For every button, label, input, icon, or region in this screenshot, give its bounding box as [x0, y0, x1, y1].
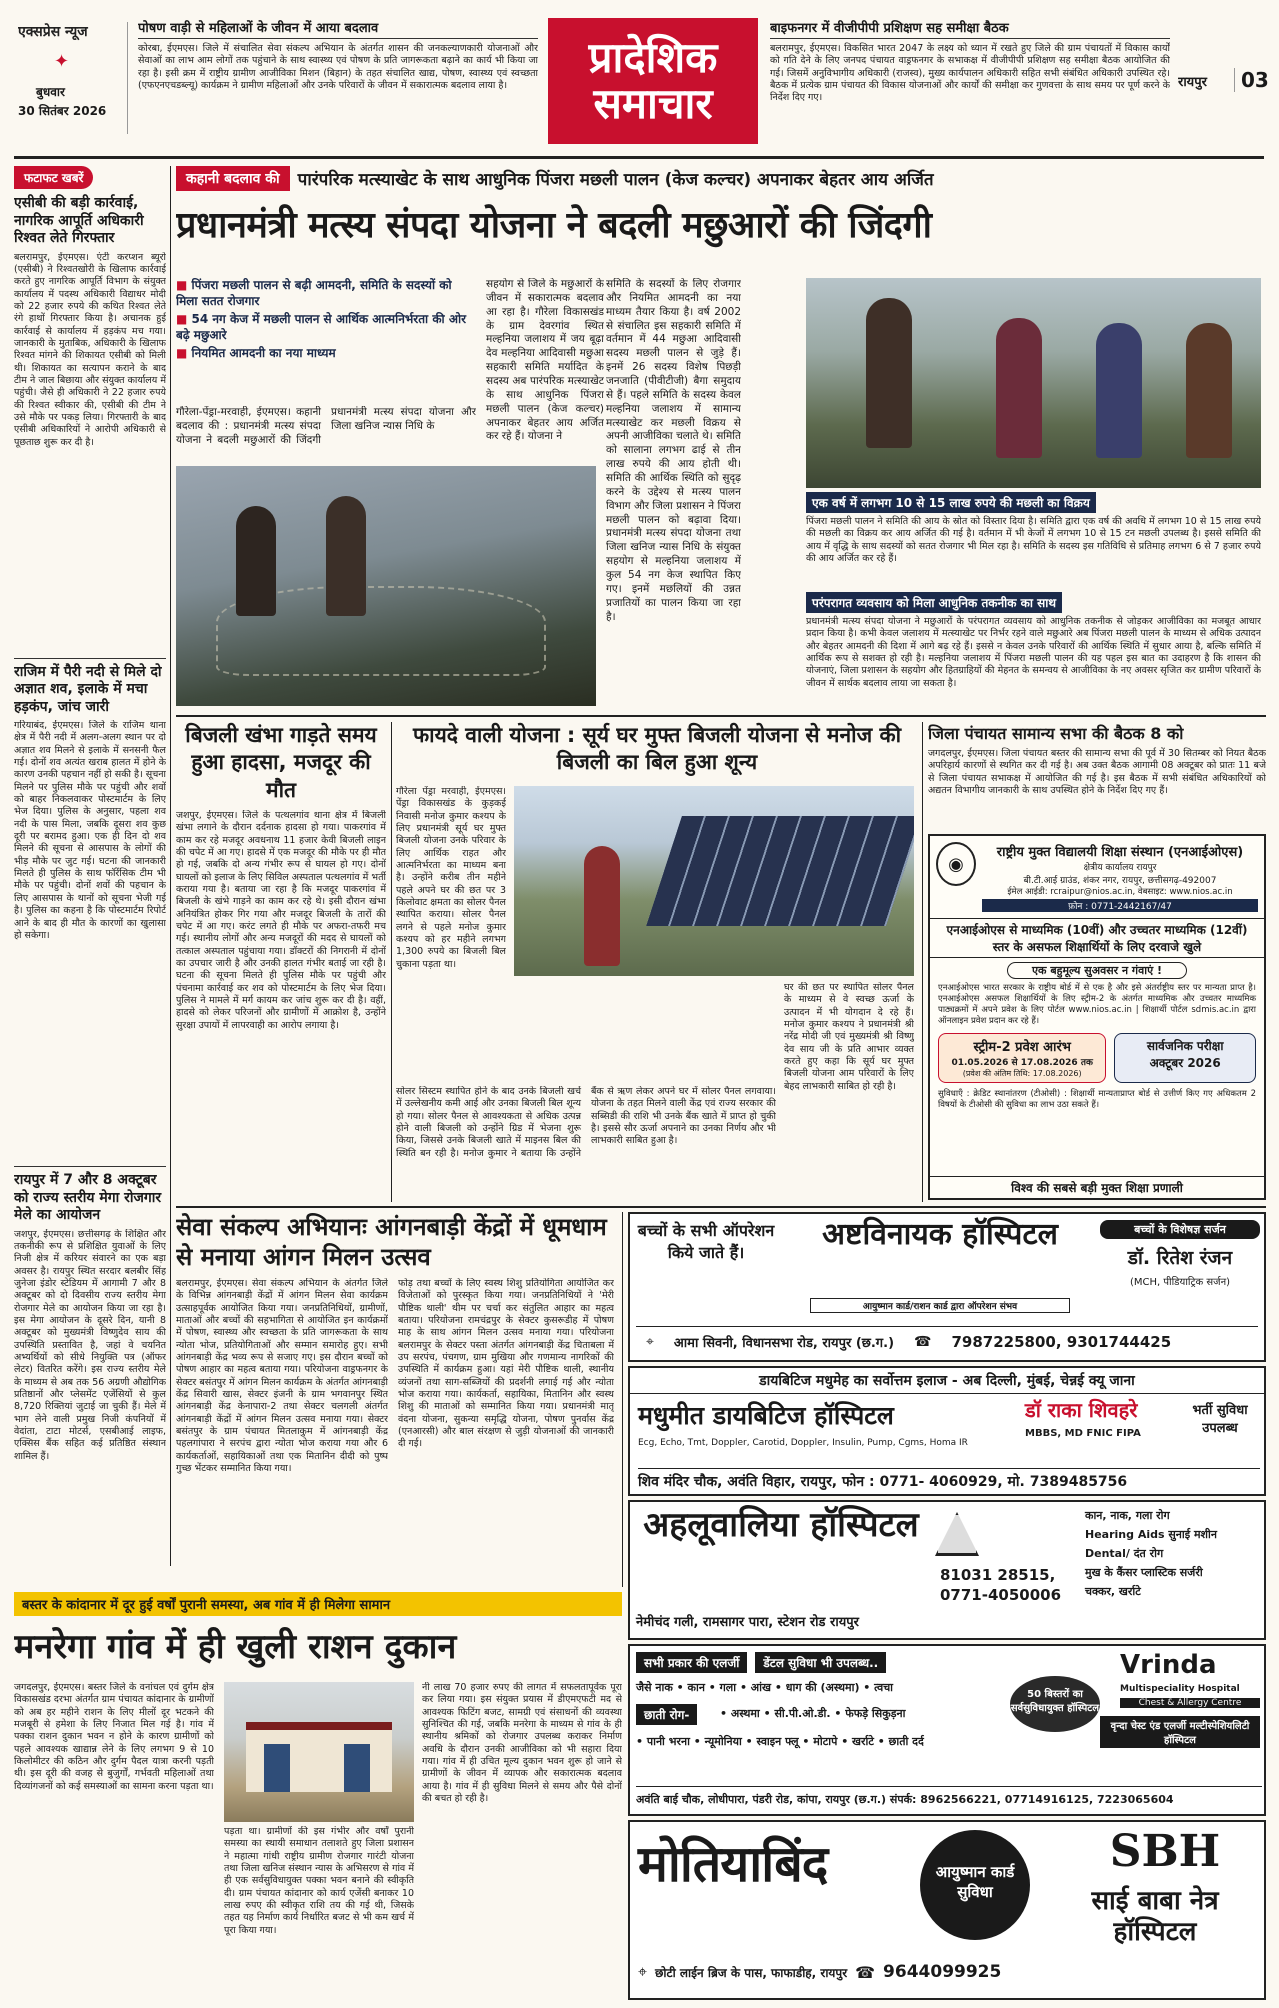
ad-moti-address: छोटी लाईन ब्रिज के पास, फाफाडीह, रायपुर — [655, 1965, 848, 1980]
ad-madhu-address: शिव मंदिर चौक, अवंति विहार, रायपुर, फोन : 0771- 4060929, मो. 7389485756 — [638, 1468, 1260, 1491]
paper-name: एक्सप्रेस न्यूज — [18, 24, 88, 40]
ad-moti-logo: SBH — [1109, 1826, 1221, 1877]
ad-vrinda-line2: • अस्थमा • सी.पी.ओ.डी. • फेफड़े सिकुड़ना — [720, 1707, 906, 1720]
ad-ashtavinayak — [628, 1212, 1266, 1362]
day-label: बुधवार — [36, 85, 65, 99]
left-headline-3: रायपुर में 7 और 8 अक्टूबर को राज्य स्तरीय मेगा रोजगार मेले का आयोजन — [14, 1172, 162, 1223]
sub-heading-2: परंपरागत व्यवसाय को मिला आधुनिक तकनीक का साथ — [806, 592, 1062, 613]
ad-moti-title: मोतियाबिंद — [638, 1835, 828, 1893]
sub-section-2 — [806, 592, 1261, 710]
pole-headline: बिजली खंभा गाड़ते समय हुआ हादसा, मजदूर की मौत — [185, 723, 377, 802]
ad-ahlu-service: मुख के कैंसर प्लास्टिक सर्जरी — [1085, 1566, 1203, 1579]
pole-divider — [391, 722, 392, 1202]
ration-shop-photo — [224, 1682, 414, 1822]
ad-vrinda — [628, 1644, 1266, 1816]
nios-info: एनआईओएस भारत सरकार के राष्ट्रीय बोर्ड में से एक है और इसे अंतर्राष्ट्रीय स्तर पर मान्यता प्राप्त है। एनआईओएस असफल शिक्षार्थियों के लिए स्ट्रीम-2 के अंतर्गत माध्यमिक और उच्चतर माध्यमिक पाठ्यक्रमों में अपने प्रवेश के लिए पोर्टल www.nios.ac.in | शिक्षार्थी पोर्टल sdmis.ac.in द्वारा ऑनलाइन प्रवेश प्रदान कर रहे हैं। — [938, 983, 1256, 1027]
ad-vrinda-tag2: डेंटल सुविधा भी उपलब्ध.. — [755, 1652, 886, 1673]
section-title: प्रादेशिक समाचार — [588, 32, 718, 128]
ad-ahlu-name: अहलूवालिया हॉस्पिटल — [643, 1505, 919, 1545]
solar-headline: फायदे वाली योजना : सूर्य घर मुफ्त बिजली योजना से मनोज की बिजली का बिल हुआ शून्य — [412, 723, 902, 775]
nios-note: सुविधाएँ : क्रेडिट स्थानांतरण (टीओसी) : शिक्षार्थी मान्यताप्राप्त बोर्ड से उत्तीर्ण किए गए अधिकतम 2 विषयों के टीओसी की सुविधा का लाभ उठा सकते हैं। — [938, 1089, 1256, 1111]
ad-motiyabind — [628, 1820, 1266, 2000]
pole-story — [176, 722, 386, 1202]
left-body-3: जशपुर, ईएमएस। छत्तीसगढ़ के शिक्षित और तकनीकी रूप से प्रशिक्षित युवाओं के लिए निजी क्षेत्र में करियर संवारने का एक बड़ा अवसर है। रायपुर स्थित सरदार बलबीर सिंह जुनेजा इंडोर स्टेडियम में आगामी 7 और 8 अक्टूबर को दो दिवसीय राज्य स्तरीय मेगा रोजगार मेले का आयोजन किया जा रहा है। इस मेगा आयोजन के दूसरे दिन, यानी 8 अक्टूबर को मुख्यमंत्री विष्णुदेव साय की उपस्थिति प्रस्तावित है, जहां वे चयनित अभ्यर्थियों को सीधे नियुक्ति पत्र (ऑफर लेटर) वितरित करेंगे। इस राज्य स्तरीय मेले के माध्यम से अब तक 56 अग्रणी औद्योगिक प्रतिष्ठानों और प्लेसमेंट एजेंसियों से कुल 8,720 रिक्तियां जुटाई जा चुकी हैं। मेले में भाग लेने वाली प्रमुख निजी कंपनियों में वेदांता, टाटा मोटर्स, एसबीआई लाइफ, एक्सिस बैंक सहित कई प्रतिष्ठित संस्थान शामिल हैं। — [14, 1228, 166, 1462]
main-body-3: समिति के सदस्यों के लिए रोजगार और नियमित आमदनी का नया माध्यम तैयार किया है। वर्ष 2002 से संचालित इस सहकारी समिति में वर्तमान में 44 मछुआ आदिवासी सदस्य मछली पालन से जुड़े हैं। इनमें 26 सदस्य विशेष पिछड़ी जनजाति (पीवीटीजी) बैगा समुदाय से हैं। पहले समिति के सदस्य केवल मल्हनिया जलाशय में सामान्य मत्स्याखेट कर मछली विक्रय से अपनी आजीविका चलाते थे। समिति को सालाना लगभग ढाई से तीन लाख रुपये की आय होती थी। समिति की आर्थिक स्थिति को सुदृढ़ करने के उद्देश्य से मत्स्य पालन विभाग और जिला प्रशासन ने पिंजरा मछली पालन को बढ़ावा दिया। प्रधानमंत्री मत्स्य संपदा योजना तथा जिला खनिज न्यास निधि के संयुक्त सहयोग से मल्हनिया जलाशय में कुल 54 नग केज स्थापित किए गए। इनमें मछलियों की उन्नत प्रजातियों का पालन किया जा रहा है। — [606, 278, 741, 623]
ad-vrinda-tag3: छाती रोग- — [636, 1704, 697, 1725]
nios-stream: स्ट्रीम-2 प्रवेश आरंभ — [973, 1040, 1071, 1056]
nios-offer: एनआईओएस से माध्यमिक (10वीं) और उच्चतर माध्यमिक (12वीं) स्तर के असफल शिक्षार्थियों के लिए दरवाजे खुले — [930, 918, 1264, 958]
ad-ashta-doctor: डॉ. रितेश रंजन — [1127, 1247, 1233, 1269]
ad-ashta-address: आमा सिवनी, विधानसभा रोड, रायपुर (छ.ग.) — [673, 1335, 895, 1351]
main-bottom-rule — [176, 715, 1266, 717]
pole-body: जशपुर, ईएमएस। जिले के पत्थलगांव थाना क्षेत्र में बिजली खंभा लगाने के दौरान दर्दनाक हादसा हो गया। पाकरगांव में काम कर रहे मजदूर अवधनाथ 11 हजार केवी बिजली लाइन की चपेट में आ गए। हादसे में एक मजदूर की मौके पर ही मौत हो गई, जबकि दो अन्य गंभीर रूप से घायल हो गए। दोनों घायलों को इलाज के लिए सिविल अस्पताल पत्थलगांव में भर्ती कराया गया है। बताया जा रहा है कि मजदूर पाकरगांव में बिजली के खंभे गाड़ने का काम कर रहे थे। इसी दौरान खंभा अनियंत्रित होकर गिर गया और मजदूर बिजली के तारों की चपेट में आ गए। करंट लगते ही मौके पर अफरा-तफरी मच गई। स्थानीय लोगों और अन्य मजदूरों की मदद से घायलों को तत्काल अस्पताल पहुंचाया गया। डॉक्टरों की निगरानी में दोनों का उपचार जारी है और उनकी हालत गंभीर बताई जा रही है। घटना की सूचना मिलते ही पुलिस मौके पर पहुंची और पंचनामा कार्रवाई कर शव को पोस्टमार्टम के लिए भेज दिया। पुलिस ने मामले में मर्ग कायम कर जांच शुरू कर दी है। वहीं, हादसे को लेकर परिजनों और ग्रामीणों में आक्रोश है, उन्होंने सुरक्षा उपायों में लापरवाही का आरोप लगाया है। — [176, 809, 386, 1031]
masthead — [0, 0, 1279, 152]
ad-ahlu-address: नेमीचंद गली, रामसागर पारा, स्टेशन रोड रायपुर — [636, 1615, 859, 1630]
gram-story — [928, 722, 1266, 832]
nios-phone: फ़ोन : 0771-2442167/47 — [982, 899, 1258, 912]
fish-cage-photo — [176, 466, 596, 706]
ad-moti-name: साई बाबा नेत्र हॉस्पिटल — [1091, 1886, 1219, 1948]
left-body-1: बलरामपुर, ईएमएस। एंटी करप्शन ब्यूरो (एसीबी) ने रिश्वतखोरी के खिलाफ कार्रवाई करते हुए नागरिक आपूर्ति विभाग के संयुक्त कार्यालय में पदस्थ अधिकारी विद्याधर मोदी को 22 हजार रुपये की कथित रिश्वत लेते रंगे हाथों गिरफ्तार किया है। अचानक हुई कार्रवाई से कार्यालय में हड़कंप मच गया। जानकारी के मुताबिक, अधिकारी के खिलाफ रिश्वत मांगने की शिकायत एसीबी को मिली थी। शिकायत का सत्यापन कराने के बाद टीम ने जाल बिछाया और संयुक्त कार्यालय में पहुंची। जैसे ही अधिकारी ने 22 हजार रुपये की रिश्वत स्वीकार की, एसीबी की टीम ने उसे मौके पर पकड़ लिया। गिरफ्तारी के बाद एसीबी अधिकारियों ने आरोपी अधिकारी से पूछताछ शुरू कर दी है। — [14, 251, 166, 448]
sub-body-2: प्रधानमंत्री मत्स्य संपदा योजना ने मछुआरों के परंपरागत व्यवसाय को आधुनिक तकनीक से जोड़कर आजीविका का मजबूत आधार प्रदान किया है। कभी केवल जलाशय में मत्स्याखेट पर निर्भर रहने वाले मछुआरे अब पिंजरा मछली पालन के माध्यम से अधिक उत्पादन और बेहतर आमदनी की दिशा में आगे बढ़ रहे हैं। इससे न केवल उनके परिवारों की आर्थिक स्थिति में सुधार आया है, बल्कि समिति में आर्थिक रूप से सशक्त हो रही है। मल्हनिया जलाशय में पिंजरा मछली पालन की यह पहल इस बात का उदाहरण है कि शासन की योजनाएं, जिला प्रशासन के सहयोग और हितग्राहियों की मेहनत के समन्वय से आजीविका के नए अवसर सृजित कर ग्रामीण परिवारों के जीवन में सार्थक बदलाव लाया जा सकता है। — [806, 616, 1261, 689]
main-kicker: कहानी बदलाव की — [176, 166, 290, 191]
sub-body-1: पिंजरा मछली पालन ने समिति की आय के स्रोत को विस्तार दिया है। समिति द्वारा एक वर्ष की अवधि में लगभग 10 से 15 लाख रुपये की मछली का विक्रय कर आय अर्जित की गई है। वर्तमान में भी केजों में लगभग 10 से 15 टन मछली उपलब्ध है। इससे समिति की आय में वृद्धि के साथ सदस्यों को सतत रोजगार भी मिल रहा है। समिति के सदस्य इस गतिविधि से प्रतिमाह लगभग 6 से 7 हजार रुपये की आय अर्जित कर रहे हैं। — [806, 516, 1261, 565]
ad-ahlu-service: चक्कर, खर्राटे — [1085, 1585, 1141, 1598]
ad-vrinda-name-sub: Multispeciality Hospital — [1120, 1684, 1240, 1694]
page-number: 03 — [1234, 68, 1274, 92]
sub-section-1 — [806, 492, 1261, 592]
ad-ashta-doc-tag: बच्चों के विशेषज्ञ सर्जन — [1100, 1220, 1260, 1239]
bullet-item: ■ नियमित आमदनी का नया माध्यम — [176, 346, 336, 361]
bullet-item: ■ पिंजरा मछली पालन से बढ़ी आमदनी, समिति के सदस्यों को मिला सतत रोजगार — [176, 278, 452, 308]
gram-body: जगदलपुर, ईएमएस। जिला पंचायत बस्तर की सामान्य सभा की पूर्व में 30 सितम्बर को नियत बैठक अपरिहार्य कारणों से स्थगित कर दी गई है। अब उक्त बैठक आगामी 08 अक्टूबर को प्रातः 11 बजे से जिला पंचायत सभाकक्ष में आयोजित की गई है। इस बैठक में सभी संबंधित अधिकारियों को अद्यतन विभागीय जानकारी के साथ उपस्थित होने के निर्देश दिए गए हैं। — [928, 748, 1266, 797]
ad-vrinda-tag1: सभी प्रकार की एलर्जी — [636, 1652, 747, 1673]
nios-logo-icon: ◉ — [936, 842, 976, 886]
ad-ashta-degree: (MCH, पीडियाट्रिक सर्जन) — [1129, 1277, 1231, 1288]
main-bullets — [176, 278, 476, 406]
ad-ahlu-service: Hearing Aids सुनाई मशीन — [1085, 1528, 1217, 1541]
ad-ashta-phone: 7987225800, 9301744425 — [951, 1332, 1172, 1351]
solar-body-3: घर की छत पर स्थापित सोलर पैनल के माध्यम से वे स्वच्छ ऊर्जा के उत्पादन में भी योगदान दे रहे हैं। मनोज कुमार कश्यप ने प्रधानमंत्री श्री नरेंद्र मोदी जी एवं मुख्यमंत्री श्री विष्णु देव साय जी के प्रति आभार व्यक्त करते हुए कहा कि सूर्य घर मुफ्त बिजली योजना आम परिवारों के लिए बेहद लाभकारी साबित हो रही है। — [784, 982, 914, 1092]
ad-ahlu-phone2: 0771-4050006 — [940, 1586, 1062, 1604]
ad-moti-phone: 9644099925 — [883, 1962, 1002, 1982]
ration-body-2: पड़ता था। ग्रामीणों की इस गंभीर और वर्षों पुरानी समस्या का स्थायी समाधान तलाशते हुए जिला प्रशासन ने महात्मा गांधी राष्ट्रीय ग्रामीण रोजगार गारंटी योजना तथा जिला खनिज संस्थान न्यास के अभिसरण से गांव में ही एक सर्वसुविधायुक्त पक्का भवन बनाने की स्वीकृति दी। ग्राम पंचायत कांदानार को कार्य एजेंसी बनाकर 10 लाख रुपए की स्वीकृत राशि तय की गई थी, जिसके तहत यह निर्माण कार्य निर्धारित बजट से भी कम खर्च में पूरा किया गया। — [224, 1826, 414, 1936]
main-headline: प्रधानमंत्री मत्स्य संपदा योजना ने बदली मछुआरों की जिंदगी — [176, 205, 932, 246]
solar-panel-photo — [514, 786, 914, 976]
anganwadi-body-1: बलरामपुर, ईएमएस। सेवा संकल्प अभियान के अंतर्गत जिले के विभिन्न आंगनबाड़ी केंद्रों में आंगन मिलन सेवा कार्यक्रम उत्साहपूर्वक आयोजित किया गया। जनप्रतिनिधियों, ग्रामीणों, माताओं और बच्चों की सहभागिता से आयोजित इन कार्यक्रमों में पोषण, स्वास्थ्य और स्वच्छता के प्रति जागरूकता के साथ न्योता भोज, प्रतियोगिताओं और सम्मान समारोह हुए। सभी आंगनबाड़ी केंद्र भव्य रूप से सजाए गए। इस दौरान बच्चों को पोषण आहार का महत्व बताया गया। परियोजना वाड्रफनगर के सेक्टर बसंतपुर में आंगन मिलन कार्यक्रम के अंतर्गत आंगनबाड़ी केंद्र सिवारी खास, सेक्टर इंजनी के ग्राम भगवानपुर स्थित आंगनबाड़ी केंद्र केनापारा-2 तथा सेक्टर चलगली अंतर्गत आंगनबाड़ी केंद्रों में आंगन मिलन उत्सव मनाया गया। सेक्टर बसंतपुर के ग्राम पंचायत मितलाकुम में आंगनबाड़ी केंद्र पहलगांपारा ने सरपंच द्वारा न्योता भोज कराया गया और 6 कार्यकर्ताओं, सहायिकाओं तथा एक मितानिन दीदी को पुष्प गुच्छ भेंटकर सम्मानित किया गया। — [176, 1278, 388, 1475]
ad-madhu-name: मधुमीत डायबिटिज हॉस्पिटल — [638, 1401, 894, 1430]
ad-ahlu-service: Dental/ दंत रोग — [1085, 1547, 1164, 1560]
left-column-divider — [170, 166, 171, 1566]
ad-vrinda-line3: • पानी भरना • न्यूमोनिया • स्वाइन फ्लू • मोटापे • खर्राटे • छाती दर्द — [636, 1735, 924, 1748]
city-label: रायपुर — [1178, 75, 1207, 90]
ad-vrinda-address: अवंति बाई चौक, लोधीपारा, पंडरी रोड, कांपा, रायपुर (छ.ग.) संपर्क: 8962566221, 07714916125, 7223065604 — [636, 1786, 1262, 1807]
quick-news-tag: फटाफट खबरें — [14, 166, 93, 189]
nios-dates: 01.05.2026 से 17.08.2026 तक — [951, 1058, 1093, 1069]
nios-address: बी.टी.आई ग्राउंड, शंकर नगर, रायपुर, छत्तीसगढ़-492007 — [1023, 876, 1217, 886]
ad-vrinda-line1: जैसे नाक • कान • गला • आंख • धाग की (अस्थमा) • त्वचा — [636, 1681, 894, 1694]
solar-story — [396, 722, 918, 1202]
logo-mark-icon: ✦ — [54, 51, 70, 72]
ad-vrinda-name: Vrinda — [1120, 1650, 1217, 1680]
left-column — [14, 166, 166, 1566]
ad-ashta-left: बच्चों के सभी ऑपरेशन किये जाते हैं। — [637, 1221, 775, 1262]
ad-ahluwalia — [628, 1500, 1266, 1640]
ad-madhu-degree: MBBS, MD FNIC FIPA — [1025, 1428, 1141, 1439]
fishers-photo — [806, 278, 1261, 488]
top-left-story — [138, 18, 538, 138]
solar-body-1: गौरेला पेंड्रा मरवाही, ईएमएस। पेंड्रा विकासखंड के कुड़कई निवासी मनोज कुमार कश्यप के लिए प्रधानमंत्री सूर्य घर मुफ्त बिजली योजना उनके परिवार के लिए आर्थिक राहत और आत्मनिर्भरता का माध्यम बना है। उन्होंने करीब तीन महीने पहले अपने घर की छत पर 3 किलोवाट क्षमता का सोलर पैनल स्थापित कराया। सोलर पैनल लगने से पहले मनोज कुमार कश्यप को हर महीने लगभग 1,300 रुपये का बिजली बिल चुकाना पड़ता था। — [396, 786, 506, 970]
ad-ashta-sub: आयुष्मान कार्ड/राशन कार्ड द्वारा ऑपरेशन संभव — [810, 1298, 1070, 1313]
nios-footer: विश्व की सबसे बड़ी मुक्त शिक्षा प्रणाली — [930, 1176, 1264, 1198]
ad-vrinda-chest: Chest & Allergy Centre — [1120, 1698, 1260, 1708]
ad-madhu-tests: Ecg, Echo, Tmt, Doppler, Carotid, Doppler, Insulin, Pump, Cgms, Homa IR — [638, 1438, 968, 1448]
anganwadi-headline: सेवा संकल्प अभियानः आंगनबाड़ी केंद्रों में धूमधाम से मनाया आंगन मिलन उत्सव — [176, 1213, 607, 1271]
nios-email: ईमेल आईडी: rcraipur@nios.ac.in, वेबसाइट: www.nios.ac.in — [1007, 887, 1233, 897]
gram-headline: जिला पंचायत सामान्य सभा की बैठक 8 को — [928, 724, 1184, 743]
ad-vrinda-beds: 50 बिस्तरों का सर्वसुविधायुक्त हॉस्पिटल — [1010, 1676, 1100, 1732]
ad-madhu-top: डायबिटिज मधुमेह का सर्वोत्तम इलाज - अब दिल्ली, मुंबई, चेन्नई क्यू जाना — [630, 1368, 1264, 1394]
nios-title: राष्ट्रीय मुक्त विद्यालयी शिक्षा संस्थान (एनआईओएस) — [996, 845, 1244, 860]
nios-exam: सार्वजनिक परीक्षा — [1146, 1039, 1224, 1054]
ad-vrinda-hindi: वृन्दा चेस्ट एंड एलर्जी मल्टीस्पेशियलिटी हॉस्पिटल — [1100, 1716, 1260, 1748]
nios-sub: क्षेत्रीय कार्यालय रायपुर — [1083, 863, 1157, 873]
solar-divider — [922, 722, 923, 1202]
map-pin-icon: ⌖ — [638, 1962, 648, 1981]
left-headline-2: राजिम में पैरी नदी से मिले दो अज्ञात शव, इलाके में मचा हड़कंप, जांच जारी — [14, 663, 162, 715]
ad-ahlu-logo-icon — [935, 1512, 979, 1556]
nios-exam-date: अक्टूबर 2026 — [1149, 1056, 1221, 1071]
nios-late: (प्रवेश की अंतिम तिथि: 17.08.2026) — [962, 1069, 1082, 1079]
main-story — [176, 166, 1266, 711]
ad-ashta-name: अष्टविनायक हॉस्पिटल — [822, 1217, 1058, 1252]
ration-story — [14, 1592, 622, 2002]
phone-icon: ☎ — [855, 1962, 876, 1982]
phone-icon: ☎ — [914, 1333, 932, 1350]
top-right-story — [770, 18, 1170, 138]
ration-body-1: जगदलपुर, ईएमएस। बस्तर जिले के वनांचल एवं दुर्गम क्षेत्र विकासखंड दरभा अंतर्गत ग्राम पंचायत कांदानार के ग्रामीणों को अब हर महीने राशन के लिए मीलों दूर भटकने की मजबूरी से हमेशा के लिए निजात मिल गई है। गांव में पक्का राशन दुकान भवन न होने के कारण ग्रामीणों को पहले आवश्यक खाद्यान्न लेने के लिए लगभग 9 से 10 किलोमीटर की कठिन और दुर्गम पैदल यात्रा करनी पड़ती थी। इस दूरी की वजह से बुजुर्गों, गर्भवती महिलाओं तथा दिव्यांगजनों को कई समस्याओं का सामना करना पड़ता था। — [14, 1682, 214, 1792]
paper-brand — [18, 22, 128, 134]
main-body-1: गौरेला-पेंड्रा-मरवाही, ईएमएस। कहानी बदलाव की : प्रधानमंत्री मत्स्य संपदा योजना ने बदली मछुआरों की जिंदगी प्रधानमंत्री मत्स्य संपदा योजना और जिला खनिज न्यास निधि के — [176, 406, 476, 446]
top-right-body: बलरामपुर, ईएमएस। विकसित भारत 2047 के लक्ष्य को ध्यान में रखते हुए जिले की ग्राम पंचायतों में विकास कार्यों को गति देने के लिए जनपद पंचायत वाड्रफनगर के सभाकक्ष में वीजीपीपी प्रशिक्षण सह समीक्षा बैठक आयोजित की गई। जिसमें अनुविभागीय अधिकारी (राजस्व), मुख्य कार्यपालन अधिकारी सहित सभी संबंधित अधिकारी उपस्थित रहे। बैठक में प्रत्येक ग्राम पंचायत की विकास योजनाओं और कार्यों की समीक्षा कर गुणवत्ता के साथ समय पर पूर्ण करने के निर्देश दिए गए। — [770, 43, 1170, 104]
section-banner — [548, 18, 758, 144]
left-headline-1: एसीबी की बड़ी कार्रवाई, नागरिक आपूर्ति अधिकारी रिश्वत लेते गिरफ्तार — [14, 195, 144, 246]
left-body-2: गरियाबंद, ईएमएस। जिले के राजिम थाना क्षेत्र में पैरी नदी में अलग-अलग स्थान पर दो अज्ञात शव मिलने से इलाके में सनसनी फैल गई। दोनों शव अत्यंत खराब हालत में होने के कारण उनकी पहचान नहीं हो सकी है। सूचना मिलने पर पुलिस मौके पर पहुंची और शवों को बाहर निकलवाकर पोस्टमार्टम के लिए भेज दिया। पुलिस के अनुसार, पहला शव नदी के पास मिला, जबकि दूसरा शव कुछ दूरी पर बरामद हुआ। एक ही दिन दो शव मिलने की सूचना से आसपास के लोगों की भीड़ मौके पर जुट गई। घटना की जानकारी मिलते ही पुलिस के साथ फॉरेंसिक टीम भी मौके पर पहुंची। दोनों शवों की पहचान के लिए आसपास के थानों को सूचना भेजी गई है। पुलिस का कहना है कि पोस्टमार्टम रिपोर्ट आने के बाद ही मौत के कारणों का खुलासा हो सकेगा। — [14, 720, 166, 941]
date-label: 30 सितंबर 2026 — [18, 104, 107, 118]
ration-kicker: बस्तर के कांदानार में दूर हुई वर्षों पुरानी समस्या, अब गांव में ही मिलेगा सामान — [14, 1592, 622, 1616]
top-left-title: पोषण वाड़ी से महिलाओं के जीवन में आया बदलाव — [138, 18, 538, 39]
ad-ahlu-phone1: 81031 28515, — [940, 1566, 1056, 1584]
nios-chance: एक बहुमूल्य सुअवसर न गंवाएं ! — [1007, 962, 1187, 979]
map-pin-icon: ⌖ — [646, 1333, 654, 1350]
anganwadi-divider — [622, 1212, 623, 1587]
main-body-2: सहयोग से जिले के मछुआरों के जीवन में सकारात्मक बदलाव आ रहा है। गौरेला विकासखंड के ग्राम देवरगांव स्थित मल्हनिया जलाशय में जय बूढ़ा देव मल्हनिया आदिवासी मछुआ सहकारी समिति मर्यादित के सदस्य अब पारंपरिक मत्स्याखेट के साथ आधुनिक पिंजरा मछली पालन (केज कल्चर) अपनाकर बेहतर आय अर्जित कर रहे हैं। योजना ने — [486, 278, 604, 443]
nios-ad — [928, 834, 1266, 1200]
ration-body-3: नी लाख 70 हजार रुपए की लागत में सफलतापूर्वक पूरा कर लिया गया। इस संयुक्त प्रयास में डीएमएफटी मद से आवश्यक फिटिंग बजट, सामग्री एवं संसाधनों की व्यवस्था सुनिश्चित की गई, जबकि मनरेगा के माध्यम से गांव के ही स्थानीय श्रमिकों को रोजगार उपलब्ध कराकर निर्माण अवधि के दौरान उनकी आजीविका को भी सहारा दिया गया। गांव में ही उचित मूल्य दुकान भवन शुरू हो जाने से ग्रामीणों के जीवन में व्यापक और सकारात्मक बदलाव आया है। गांव में ही सुविधा मिलने से समय और पैसे दोनों की बचत हो रही है। — [422, 1682, 622, 1805]
top-right-title: बाइफनगर में वीजीपीपी प्रशिक्षण सह समीक्षा बैठक — [770, 18, 1170, 39]
masthead-rule — [14, 156, 1264, 159]
main-deck: पारंपरिक मत्स्याखेट के साथ आधुनिक पिंजरा मछली पालन (केज कल्चर) अपनाकर बेहतर आय अर्जित — [297, 170, 934, 190]
bullet-item: ■ 54 नग केज में मछली पालन से आर्थिक आत्मनिर्भरता की ओर बढ़े मछुआरे — [176, 312, 467, 342]
anganwadi-body-2: फोड़ तथा बच्चों के लिए स्वस्थ शिशु प्रतियोगिता आयोजित कर विजेताओं को पुरस्कृत किया गया। जनप्रतिनिधियों ने 'मेरी पौष्टिक थाली' थीम पर चर्चा कर संतुलित आहार का महत्व बताया। परियोजना रामचंद्रपुर के सेक्टर कुसरूडीह में पोषण माह के साथ आंगन मिलन उत्सव मनाया गया। परियोजना बलरामपुर के सेक्टर पस्ता अंतर्गत आंगनबाड़ी केंद्र चिताबला में उप सरपंच, पंचगण, ग्राम मुखिया और गणमान्य नागरिकों की उपस्थिति में कार्यक्रम हुआ। यहां मेरी पौष्टिक थाली, स्थानीय व्यंजनों तथा साग-सब्जियों की प्रदर्शनी लगाई गई और न्योता भोज कराया गया। कार्यकर्ता, सहायिका, मितानिन और स्वस्थ शिशु की माताओं को सम्मानित किया गया। प्रधानमंत्री मातृ वंदना योजना, सुकन्या समृद्धि योजना, पोषण पुनर्वास केंद्र (एनआरसी) और बाल संरक्षण से जुड़ी योजनाओं की जानकारी दी गई। — [398, 1278, 614, 1450]
ad-madhumeet — [628, 1366, 1266, 1496]
top-left-body: कोरबा, ईएमएस। जिले में संचालित सेवा संकल्प अभियान के अंतर्गत शासन की जनकल्याणकारी योजनाओं और सेवाओं का लाभ आम लोगों तक पहुंचाने के साथ स्वास्थ्य एवं पोषण के प्रति जागरूकता बढ़ाने का कार्य भी किया जा रहा है। इसी क्रम में राष्ट्रीय ग्रामीण आजीविका मिशन (बिहान) के तहत संचालित खाद्य, पोषण, स्वास्थ्य एवं स्वच्छता (एफएनएचडब्ल्यू) कार्यक्रम ने ग्रामीण महिलाओं और उनके परिवारों के जीवन में सकारात्मक बदलाव लाया है। — [138, 43, 538, 92]
ration-headline: मनरेगा गांव में ही खुली राशन दुकान — [14, 1627, 457, 1667]
ad-ahlu-service: कान, नाक, गला रोग — [1085, 1509, 1170, 1522]
ad-madhu-admission: भर्ती सुविधा उपलब्ध — [1192, 1403, 1248, 1436]
ad-moti-badge: आयुष्मान कार्ड सुविधा — [920, 1830, 1030, 1940]
sub-heading-1: एक वर्ष में लगभग 10 से 15 लाख रुपये की मछली का विक्रय — [806, 492, 1096, 513]
middle-rule — [176, 1206, 1266, 1208]
solar-body-2: सोलर सिस्टम स्थापित होने के बाद उनके बिजली खर्च में उल्लेखनीय कमी आई और उनका बिजली बिल शून्य हो गया। सोलर पैनल से आवश्यकता से अधिक उत्पन्न होने वाली बिजली को उन्होंने ग्रिड में भेजना शुरू किया, जिससे उनके बिजली खाते में माइनस बिल की स्थिति बन रही है। मनोज कुमार ने बताया कि उन्होंने बैंक से ऋण लेकर अपने घर में सोलर पैनल लगवाया। योजना के तहत मिलने वाली केंद्र एवं राज्य सरकार की सब्सिडी की राशि भी उनके बैंक खाते में प्राप्त हो चुकी है। इससे सौर ऊर्जा अपनाने का उनका निर्णय और भी लाभकारी साबित हुआ है। — [396, 1086, 776, 1159]
anganwadi-story — [176, 1212, 616, 1587]
ad-madhu-doctor: डॉ राका शिवहरे — [1025, 1398, 1138, 1422]
